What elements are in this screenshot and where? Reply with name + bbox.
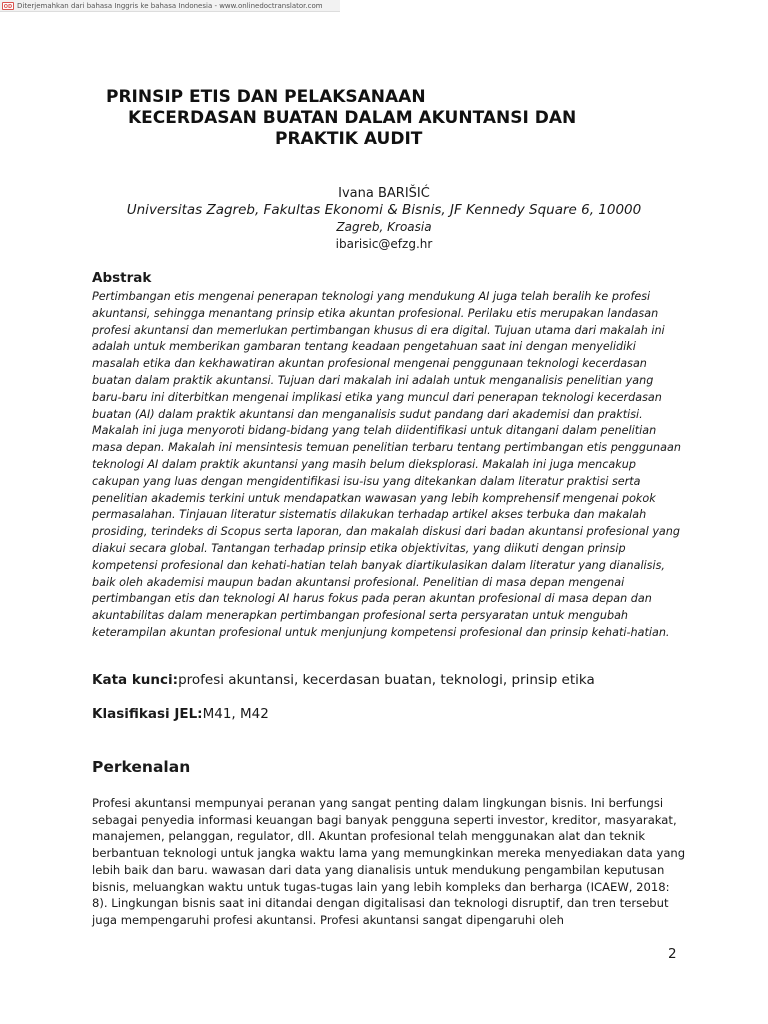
keywords (92, 672, 692, 688)
author-affiliation-line-2: Zagreb, Kroasia (336, 220, 432, 234)
author-affiliation-line-1: Universitas Zagreb, Fakultas Ekonomi & Bisnis, JF Kennedy Square 6, 10000 (126, 202, 642, 218)
translator-banner (0, 0, 340, 12)
keywords-value: profesi akuntansi, kecerdasan buatan, teknologi, prinsip etika (178, 672, 595, 688)
intro-heading: Perkenalan (92, 758, 191, 776)
title-line-3: PRAKTIK AUDIT (275, 129, 423, 149)
author-block (0, 185, 768, 253)
paper-title (0, 87, 768, 150)
title-line-2: KECERDASAN BUATAN DALAM AKUNTANSI DAN (128, 108, 577, 128)
keywords-label: Kata kunci: (92, 672, 179, 688)
jel-value: M41, M42 (202, 706, 269, 722)
author-email: ibarisic@efzg.hr (335, 237, 433, 251)
abstract-text: Pertimbangan etis mengenai penerapan teknologi yang mendukung AI juga telah beralih ke profesi akuntansi, sehingga menantang prinsip etika akuntan profesional. Perilaku etis merupakan landasan profesi akuntansi dan memerlukan pertimbangan khusus di era digital. Tujuan utama dari makalah ini adalah untuk memberikan gambaran tentang keadaan pengetahuan saat ini dengan menyelidiki masalah etika dan kekhawatiran akuntan profesional mengenai penggunaan teknologi kecerdasan buatan dalam praktik akuntansi. Tujuan dari makalah ini adalah untuk menganalisis penelitian yang baru-baru ini diterbitkan mengenai implikasi etika yang muncul dari penerapan teknologi kecerdasan buatan (AI) dalam praktik akuntansi dan menganalisis sudut pandang dari akademisi dan praktisi. Makalah ini juga menyoroti bidang-bidang yang telah diidentifikasi untuk ditangani dalam penelitian masa depan. Makalah ini mensintesis temuan penelitian terbaru tentang pertimbangan etis penggunaan teknologi AI dalam praktik akuntansi yang masih belum dieksplorasi. Makalah ini juga mencakup cakupan yang luas dengan mengidentifikasi isu-isu yang ditekankan dalam literatur praktisi serta penelitian akademis terkini untuk mendapatkan wawasan yang lebih komprehensif mengenai pokok permasalahan. Tinjauan literatur sistematis dilakukan terhadap artikel akses terbuka dan makalah prosiding, terindeks di Scopus serta laporan, dan makalah diskusi dari badan akuntansi profesional yang diakui secara global. Tantangan terhadap prinsip etika objektivitas, yang diikuti dengan prinsip kompetensi profesional dan kehati-hatian telah banyak diartikulasikan dalam literatur yang dianalisis, baik oleh akademisi maupun badan akuntansi profesional. Penelitian di masa depan mengenai pertimbangan etis dan teknologi AI harus fokus pada peran akuntan profesional di masa depan dan akuntabilitas dalam menerapkan pertimbangan profesional serta persyaratan untuk mengubah keterampilan akuntan profesional untuk menjunjung kompetensi profesional dan prinsip kehati-hatian. (92, 290, 681, 639)
page-number: 2 (668, 946, 677, 962)
jel-label: Klasifikasi JEL: (92, 706, 203, 722)
author-name: Ivana BARIŠIĆ (338, 186, 430, 201)
intro-paragraph: Profesi akuntansi mempunyai peranan yang sangat penting dalam lingkungan bisnis. Ini berfungsi sebagai penyedia informasi keuangan bagi banyak pengguna seperti investor, kreditor, masyarakat, manajemen, pelanggan, regulator, dll. Akuntan profesional telah menggunakan alat dan teknik berbantuan teknologi untuk jangka waktu lama yang memungkinkan mereka menyediakan data yang lebih baik dan baru. wawasan dari data yang dianalisis untuk mendukung pengambilan keputusan bisnis, meluangkan waktu untuk tugas-tugas lain yang lebih kompleks dan berharga (ICAEW, 2018: 8). Lingkungan bisnis saat ini ditandai dengan digitalisasi dan teknologi disruptif, dan tren tersebut juga mempengaruhi profesi akuntansi. Profesi akuntansi sangat dipengaruhi oleh (92, 796, 686, 927)
abstract-heading: Abstrak (92, 270, 152, 286)
translator-banner-text[interactable]: Diterjemahkan dari bahasa Inggris ke bahasa Indonesia - www.onlinedoctranslator.com (17, 1, 323, 10)
translator-logo-icon: OD (3, 3, 13, 10)
title-line-1: PRINSIP ETIS DAN PELAKSANAAN (106, 87, 426, 107)
jel-classification (92, 706, 269, 722)
